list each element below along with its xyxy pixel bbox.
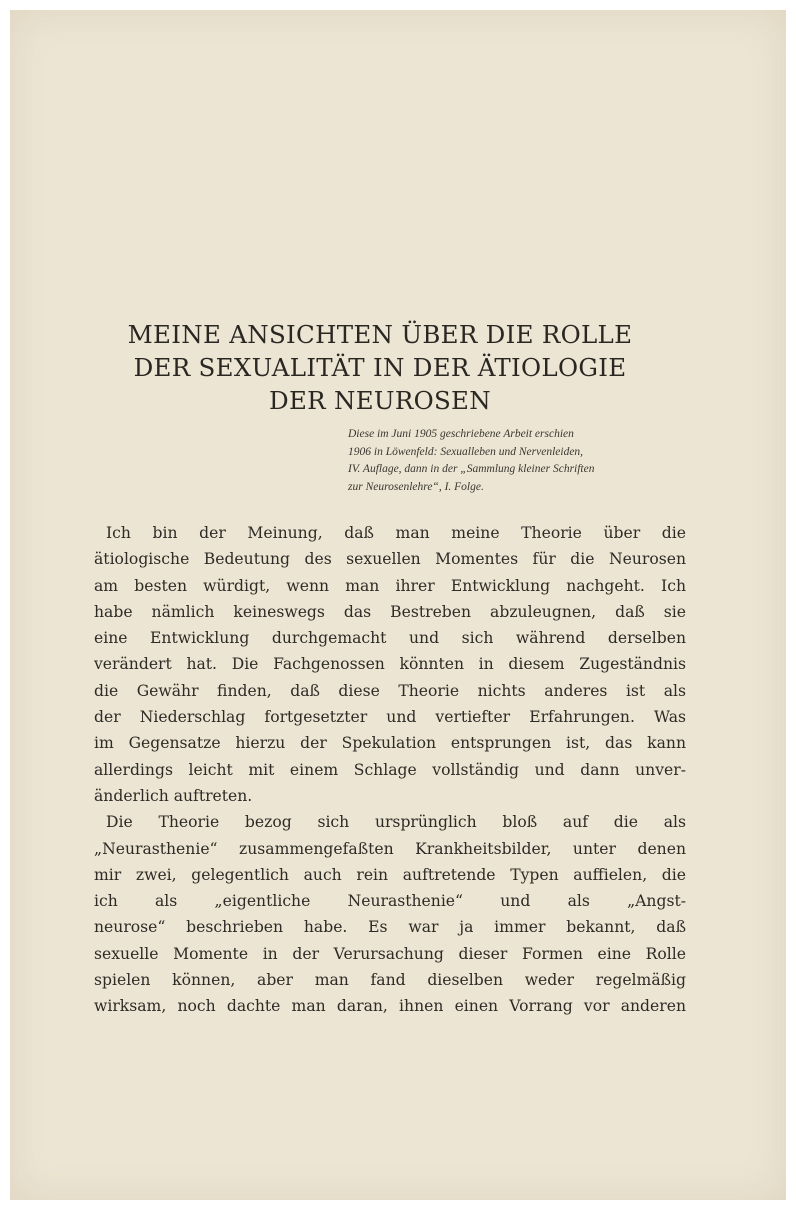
book-page [10,10,786,1200]
title-line: DER SEXUALITÄT IN DER ÄTIOLOGIE [133,353,627,382]
note-line: zur Neurosenlehre“, I. Folge. [348,480,484,493]
text-line: am besten würdigt, wenn man ihrer Entwicklung nachgeht. Ich [94,576,686,595]
text-line: Die Theorie bezog sich ursprünglich bloß auf die als [106,813,686,832]
text-line: mir zwei, gelegentlich auch rein auftretende Typen auffielen, die [94,865,686,884]
text-line: allerdings leicht mit einem Schlage vollständig und dann unver- [94,760,686,779]
chapter-title [100,318,660,417]
body-text [94,520,686,1020]
title-line: DER NEUROSEN [269,386,491,415]
note-line: 1906 in Löwenfeld: Sexualleben und Nervenleiden, [348,445,584,458]
text-line: ich als „eigentliche Neurasthenie“ und als „Angst- [94,892,686,911]
text-line: im Gegensatze hierzu der Spekulation entsprungen ist, das kann [94,734,686,753]
text-line: Ich bin der Meinung, daß man meine Theorie über die [106,524,686,542]
text-line: sexuelle Momente in der Verursachung dieser Formen eine Rolle [94,944,686,963]
note-line: Diese im Juni 1905 geschriebene Arbeit erschien [348,428,574,440]
text-line: änderlich auftreten. [94,786,253,805]
text-line: habe nämlich keineswegs das Bestreben abzuleugnen, daß sie [94,602,686,621]
publication-note [348,426,678,496]
text-line: wirksam, noch dachte man daran, ihnen einen Vorrang vor anderen [94,997,686,1016]
text-line: die Gewähr finden, daß diese Theorie nichts anderes ist als [94,681,686,700]
text-line: eine Entwicklung durchgemacht und sich während derselben [94,629,686,648]
text-line: der Niederschlag fortgesetzter und vertiefter Erfahrungen. Was [94,708,686,727]
note-line: IV. Auflage, dann in der „Sammlung kleiner Schriften [348,463,595,475]
text-line: ätiologische Bedeutung des sexuellen Momentes für die Neurosen [94,550,686,569]
text-line: verändert hat. Die Fachgenossen könnten in diesem Zugeständnis [94,655,686,674]
text-line: spielen können, aber man fand dieselben weder regelmäßig [94,971,686,990]
text-line: „Neurasthenie“ zusammengefaßten Krankheitsbilder, unter denen [94,839,686,858]
title-line: MEINE ANSICHTEN ÜBER DIE ROLLE [127,320,633,349]
text-line: neurose“ beschrieben habe. Es war ja immer bekannt, daß [94,918,686,937]
